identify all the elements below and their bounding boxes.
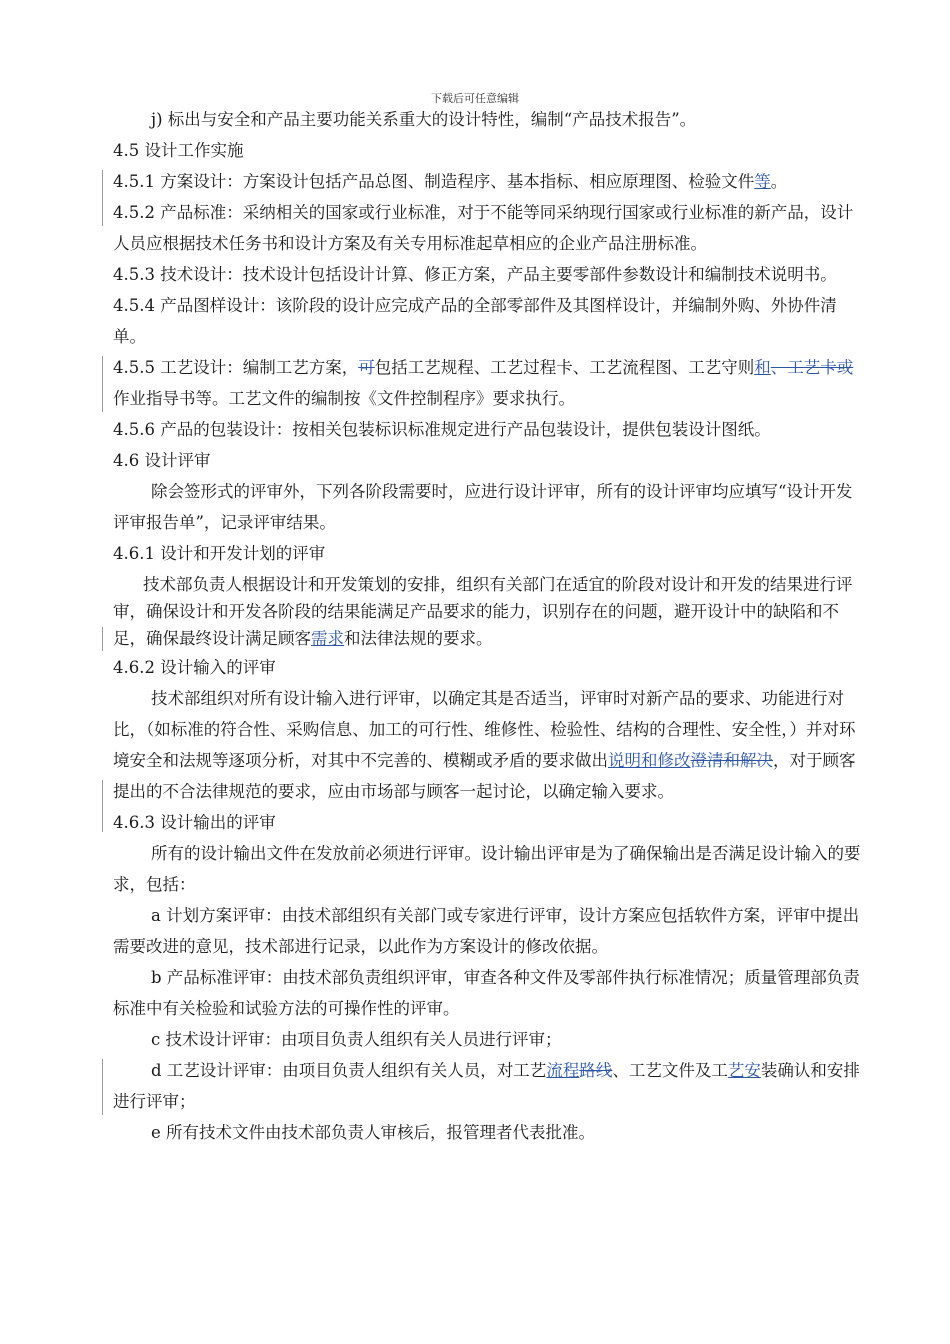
heading-4-6: 4.6 设计评审 xyxy=(113,451,211,470)
heading-4-5: 4.5 设计工作实施 xyxy=(113,141,244,160)
paragraph-4-6-1-body: 技术部负责人根据设计和开发策划的安排，组织有关部门在适宜的阶段对设计和开发的结果进行评审，确保设计和开发各阶段的结果能满足产品要求的能力，识别存在的问题，避开设计中的缺陷和不足，确保最终设计满足顾客需求和法律法规的要求。 xyxy=(113,571,865,652)
revision-insert: 流程 xyxy=(546,1061,580,1080)
paragraph-j: j) 标出与安全和产品主要功能关系重大的设计特性，编制“产品技术报告”。 xyxy=(151,110,697,129)
paragraph-item-e: e 所有技术文件由技术部负责人审核后，报管理者代表批准。 xyxy=(151,1123,596,1142)
heading-4-6-1: 4.6.1 设计和开发计划的评审 xyxy=(113,544,326,563)
revision-insert: 需求 xyxy=(311,629,344,648)
revision-insert: 和 xyxy=(754,358,771,377)
revision-delete: 澄清和解决 xyxy=(690,751,773,770)
revision-insert: 说明和修改 xyxy=(608,751,691,770)
change-bar xyxy=(102,170,103,226)
revision-insert: 等 xyxy=(754,172,771,191)
change-bar xyxy=(102,356,103,412)
paragraph-item-a: a 计划方案评审：由技术部组织有关部门或专家进行评审，设计方案应包括软件方案，评审中提出需要改进的意见，技术部进行记录，以此作为方案设计的修改依据。 xyxy=(113,906,860,956)
paragraph-item-d: d 工艺设计评审：由项目负责人组织有关人员，对工艺流程路线、工艺文件及工艺安装确认和安排进行评审； xyxy=(113,1055,865,1117)
revision-delete: 路线 xyxy=(579,1061,613,1080)
paragraph-4-5-5: 4.5.5 工艺设计：编制工艺方案，可包括工艺规程、工艺过程卡、工艺流程图、工艺守则和、工艺卡或作业指导书等。工艺文件的编制按《文件控制程序》要求执行。 xyxy=(113,352,865,414)
paragraph-4-5-1: 4.5.1 方案设计：方案设计包括产品总图、制造程序、基本指标、相应原理图、检验文件等。 xyxy=(113,166,865,197)
paragraph-item-c: c 技术设计评审：由项目负责人组织有关人员进行评审； xyxy=(151,1030,562,1049)
document-body xyxy=(113,104,865,1148)
change-bar xyxy=(102,627,103,651)
paragraph-4-5-3: 4.5.3 技术设计：技术设计包括设计计算、修正方案，产品主要零部件参数设计和编制技术说明书。 xyxy=(113,265,837,284)
revision-insert: 艺安 xyxy=(727,1061,761,1080)
heading-4-6-2: 4.6.2 设计输入的评审 xyxy=(113,658,276,677)
page-header: 下载后可任意编辑 xyxy=(431,92,519,105)
heading-4-6-3: 4.6.3 设计输出的评审 xyxy=(113,813,276,832)
revision-delete: 可 xyxy=(358,358,375,377)
revision-delete: 、工艺卡或 xyxy=(770,358,854,377)
change-bar xyxy=(102,1059,103,1115)
paragraph-4-6-2-body: 技术部组织对所有设计输入进行评审，以确定其是否适当，评审时对新产品的要求、功能进行对比，（如标准的符合性、采购信息、加工的可行性、维修性、检验性、结构的合理性、安全性，）并对环境安全和法规等逐项分析，对其中不完善的、模糊或矛盾的要求做出说明和修改澄清和解决，对于顾客提出的不合法律规范的要求，应由市场部与顾客一起讨论，以确定输入要求。 xyxy=(113,683,865,807)
paragraph-4-5-2: 4.5.2 产品标准：采纳相关的国家或行业标准，对于不能等同采纳现行国家或行业标准的新产品，设计人员应根据技术任务书和设计方案及有关专用标准起草相应的企业产品注册标准。 xyxy=(113,203,854,253)
paragraph-4-6-3-body: 所有的设计输出文件在发放前必须进行评审。设计输出评审是为了确保输出是否满足设计输入的要求，包括： xyxy=(113,844,861,894)
paragraph-4-5-4: 4.5.4 产品图样设计：该阶段的设计应完成产品的全部零部件及其图样设计，并编制外购、外协件清单。 xyxy=(113,296,837,346)
change-bar xyxy=(102,780,103,832)
paragraph-4-5-6: 4.5.6 产品的包装设计：按相关包装标识标准规定进行产品包装设计，提供包装设计图纸。 xyxy=(113,420,771,439)
paragraph-item-b: b 产品标准评审：由技术部负责组织评审，审查各种文件及零部件执行标准情况；质量管理部负责标准中有关检验和试验方法的可操作性的评审。 xyxy=(113,968,860,1018)
paragraph-review-intro: 除会签形式的评审外，下列各阶段需要时，应进行设计评审，所有的设计评审均应填写“设计开发评审报告单”，记录评审结果。 xyxy=(113,482,853,532)
